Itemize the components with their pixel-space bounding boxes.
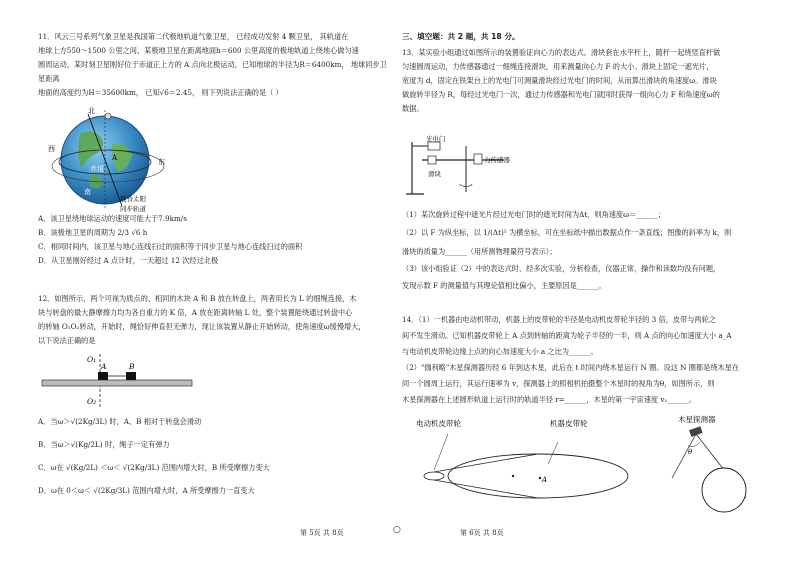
- fig11-label: 西: [48, 145, 55, 153]
- fig11-label: 北: [88, 107, 95, 115]
- q12-option-c[interactable]: C．ω在 √(Kg/2L) ＜ω＜ √(2Kg/3L) 范围内增大时，B 所受摩擦力变大: [38, 463, 270, 472]
- point-a-marker: [539, 477, 541, 479]
- q11-stem-line: 11．风云三号系列气象卫星是我国第二代极地轨道气象卫星， 已经成功发射 4 颗卫星， 其轨道在: [38, 32, 349, 41]
- belt-pulley-figure: [408, 412, 638, 516]
- fig13-label: 滑块: [428, 170, 441, 178]
- fig13-label: 光电门: [426, 135, 446, 143]
- q12-stem-line: 块与转盘的最大静摩擦力均为各自重力的 K 倍，A 放在距离转轴 L 处，整个装置能绕通过转盘中心: [38, 308, 353, 317]
- block-b: [126, 372, 136, 380]
- q13-stem-line: 做旋转半径为 R，每经过光电门一次，通过力传感器和光电门就同时获得一组向心力 F 和角速度ω的: [402, 90, 720, 99]
- q11-option-a[interactable]: A．该卫星绕地球运动的速度可能大于7.9km/s: [38, 214, 187, 223]
- turntable-disk: [42, 380, 192, 386]
- fig11-label: 赤道: [90, 165, 104, 173]
- q13-stem-line: 匀速圆周运动，力传感器通过一细绳连接滑块，用来测量向心力 F 的大小。滑块上固定一遮光片，: [402, 62, 714, 71]
- q12-stem-line: 以下说法正确的是: [38, 336, 96, 345]
- probe-icon: [689, 426, 703, 437]
- q11-option-c[interactable]: C．相同时间内，该卫星与地心连线扫过的面积等于同步卫星与地心连线扫过的面积: [38, 242, 303, 251]
- fig12-label: O₂: [87, 397, 97, 406]
- question-12: [38, 292, 388, 348]
- q12-option-d[interactable]: D．ω在 0＜ω＜ √(2Kg/3L) 范围内增大时，A 所受摩擦力一直变大: [38, 486, 255, 495]
- photogate: [428, 142, 440, 150]
- section-title: 三、填空题：共 2 题，共 18 分。: [402, 32, 520, 41]
- q13-part-2b: 滑块的质量为______（用所测物理量符号表示）；: [402, 247, 557, 256]
- q13-stem-line: 13．某实验小组通过如图所示的装置验证向心力的表达式。滑块套在水平杆上，随杆一起绕竖直杆做: [402, 48, 721, 57]
- q13-part-2: （2）以 F 为纵坐标，以 1/(Δt)² 为横坐标，可在坐标纸中描出数据点作一条直线；图像的斜率为 k，则: [402, 228, 732, 237]
- q12-option-b[interactable]: B．当ω＞√(Kg/2L) 时，绳子一定有弹力: [38, 440, 170, 449]
- fig11-label: 晨昏太阳: [120, 195, 146, 203]
- question-14: [402, 312, 766, 408]
- fig12-label: O₁: [87, 355, 97, 364]
- turntable-figure: [40, 352, 200, 410]
- q14-stem-line: （2）"伽利略"木星探测器历经 6 年到达木星，此后在 t 时间内绕木星运行 N 圈。设这 N 圈都是绕木星在: [402, 363, 740, 372]
- fig14-label: 木星探测器: [678, 415, 716, 424]
- fig14-label: 电动机皮带轮: [416, 419, 461, 428]
- q13-stem-line: 数据。: [402, 104, 424, 113]
- apparatus-figure: [404, 136, 524, 198]
- question-11: [38, 30, 388, 100]
- jupiter-planet: [702, 468, 746, 512]
- q11-stem-line: 地面的高度约为H＝35600km， 已知√6＝2.45， 则下列说法正确的是（ ）: [38, 88, 283, 97]
- fig12-label: A: [101, 362, 107, 371]
- q11-option-d[interactable]: D．从卫星刚好经过 A 点计时，一天超过 12 次经过北极: [38, 256, 219, 265]
- q13-part-1: （1）某次旋转过程中遮光片经过光电门时的遮光时间为Δt，则角速度ω＝______；: [402, 210, 665, 219]
- q12-options: [38, 410, 388, 502]
- fig13-label: 力传感器: [484, 156, 510, 164]
- fig11-label: A: [112, 154, 118, 162]
- q11-stem-line: 地球上方550～1500 公里之间，某极地卫星在距离地面h＝600 公里高度的极地轨道上绕地心做匀速: [38, 46, 359, 55]
- q11-options: [38, 212, 388, 268]
- question-13: [402, 46, 766, 116]
- force-sensor: [474, 154, 482, 164]
- q12-option-a[interactable]: A．当ω＞√(2Kg/3L) 时，A、B 相对于转盘会滑动: [38, 417, 202, 426]
- binding-hole-icon: ○: [393, 525, 401, 535]
- satellite-icon: [105, 113, 111, 119]
- q13-parts: [402, 206, 766, 294]
- q14-stem-line: 木星探测器在上述圆形轨道上运行时的轨道半径 r=______，木星的第一宇宙速度 v₁______。: [402, 395, 697, 404]
- q14-stem-line: 与电动机皮带轮边缘上点的向心加速度大小 a 之比为______。: [402, 347, 598, 356]
- fig11-label: 南: [84, 188, 91, 196]
- q14-stem-line: 间不发生滑动。已知机器皮带轮上 A 点到转轴的距离为轮子半径的一半，则 A 点的向心加速度大小 a_A: [402, 331, 732, 340]
- q11-stem-line: 圆周运动，某时刻卫星刚好位于赤道正上方的 A 点向北极运动，已知地球的半径为R＝6400km， 地球同步卫星距离: [38, 60, 387, 83]
- fig14-label: A: [542, 476, 548, 484]
- fig14-label: θ: [688, 448, 693, 456]
- page-number-right: 第 6页 共 8页: [460, 529, 504, 537]
- fig11-label: 东: [158, 158, 165, 166]
- q14-stem-line: 14．（1）一机器由电动机带动，机器上的皮带轮的半径是电动机皮带轮半径的 3 倍，皮带与两轮之: [402, 315, 716, 324]
- earth-satellite-figure: [50, 104, 180, 214]
- motor-pulley: [424, 472, 444, 480]
- q12-stem-line: 的转轴 O₁O₂转动，开始时，绳恰好伸直但无弹力，现让该装置从静止开始转动，使角速度ω缓慢增大，: [38, 322, 366, 331]
- q14-stem-line: 同一个圆周上运行，其运行速率为 v，探测器上的照相机拍摄整个木星时的视角为θ，如图所示，则: [402, 379, 715, 388]
- q13-part-3: （3）该小组验证（2）中的表达式时，经多次实验，分析检查，仪器正常，操作和读数均没有问题，: [402, 264, 721, 273]
- fig11-label: 同步轨道: [120, 205, 146, 213]
- q13-stem-line: 宽度为 d，固定在铁架台上的光电门可测量滑块经过光电门的时间，从而算出滑块的角速度ω。滑块: [402, 76, 717, 85]
- q13-part-3b: 发现示数 F 的测量值与其理论值相比偏小，主要原因是______。: [402, 281, 606, 290]
- q12-stem-line: 12．如图所示，两个可视为质点的、相同的木块 A 和 B 放在转盘上，两者用长为 L 的细绳连接，木: [38, 294, 357, 303]
- left-column: [38, 30, 388, 100]
- fig14-label: 机器皮带轮: [550, 419, 588, 428]
- slider-block: [428, 156, 436, 164]
- page-number-left: 第 5页 共 8页: [300, 529, 344, 537]
- q11-option-b[interactable]: B．该极地卫星的周期为 2/3 √6 h: [38, 228, 148, 237]
- jupiter-probe-figure: [650, 412, 770, 516]
- machine-pulley: [448, 454, 628, 498]
- right-column: [402, 30, 766, 116]
- block-a: [98, 372, 108, 380]
- fig12-label: B: [129, 362, 135, 371]
